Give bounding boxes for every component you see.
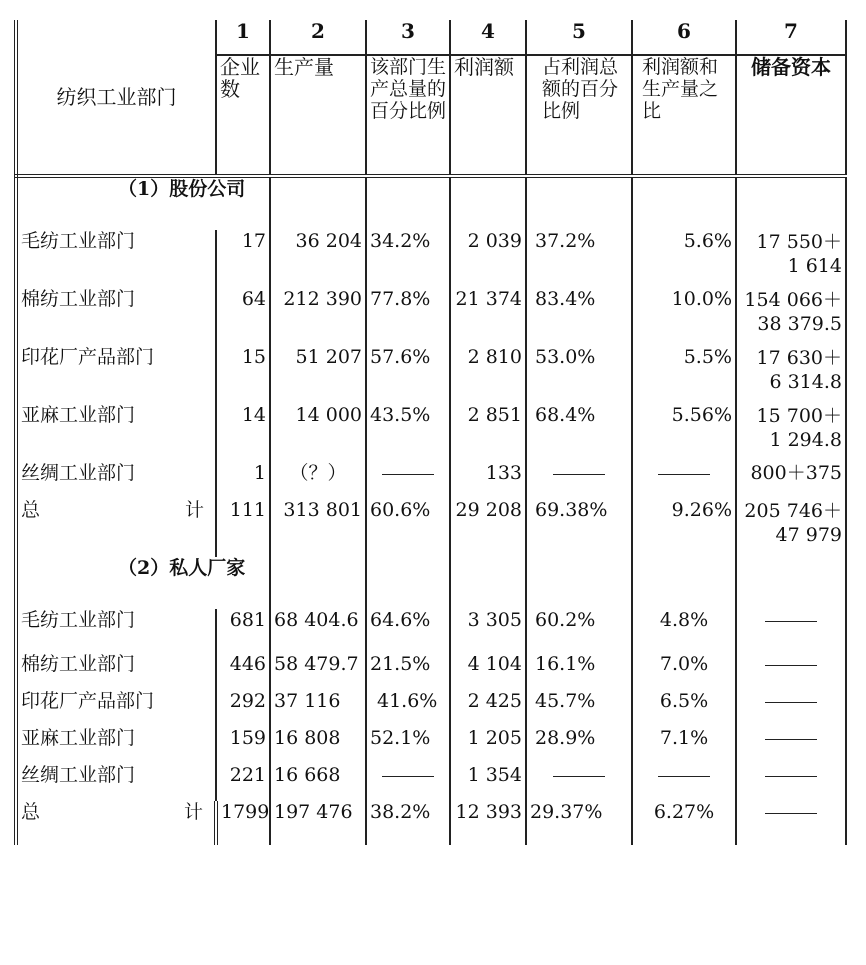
- cell-enterprise-count: 221: [216, 764, 270, 801]
- cell-profit: 3 305: [450, 609, 526, 653]
- col-header-output: 生产量: [274, 55, 334, 79]
- cell-enterprise-count: 1799: [216, 801, 270, 845]
- reserve-part-a: 17 550＋: [756, 231, 842, 253]
- col-number-3: 3: [366, 20, 450, 55]
- cell-profit-share: 68.4%: [526, 404, 632, 462]
- cell-profit-share: 45.7%: [526, 690, 632, 727]
- cell-reserve-capital: [736, 609, 846, 653]
- dash-mark: [765, 702, 817, 703]
- cell-enterprise-count: 446: [216, 653, 270, 690]
- total-label-b: 计: [183, 801, 203, 823]
- col-header-profit: 利润额: [454, 55, 514, 79]
- cell-output-share: 52.1%: [366, 727, 450, 764]
- table-row: [16, 690, 846, 727]
- cell-profit-share: 60.2%: [526, 609, 632, 653]
- cell-enterprise-count: 292: [216, 690, 270, 727]
- cell-profit-share: [526, 764, 632, 801]
- table-row: [16, 462, 846, 499]
- dash-mark: [765, 813, 817, 814]
- cell-profit: 21 374: [450, 288, 526, 346]
- dept-cell: 丝绸工业部门: [16, 764, 216, 801]
- cell-profit: 2 851: [450, 404, 526, 462]
- dash-mark: [765, 776, 817, 777]
- cell-profit: 29 208: [450, 499, 526, 557]
- reserve-part-a: 154 066＋: [744, 289, 842, 311]
- dash-mark: [658, 474, 710, 475]
- dept-cell: 亚麻工业部门: [16, 404, 216, 462]
- table-row: [16, 653, 846, 690]
- table-row-total: [16, 499, 846, 557]
- cell-output-share: [366, 764, 450, 801]
- cell-profit: 12 393: [450, 801, 526, 845]
- table-row-total: [16, 801, 846, 845]
- cell-profit: 2 425: [450, 690, 526, 727]
- cell-reserve-capital: 800＋375: [736, 462, 846, 499]
- dept-header: [16, 20, 216, 174]
- cell-output: 16 668: [270, 764, 366, 801]
- cell-enterprise-count: 14: [216, 404, 270, 462]
- col-number-2: 2: [270, 20, 366, 55]
- reserve-part-b: 6 314.8: [769, 371, 842, 393]
- dash-mark: [765, 665, 817, 666]
- cell-reserve-capital: [736, 727, 846, 764]
- col-header-enterprise-count: 企业数: [220, 55, 260, 101]
- dash-mark: [382, 474, 434, 475]
- cell-output-share: 21.5%: [366, 653, 450, 690]
- dash-mark: [658, 776, 710, 777]
- cell-profit: 1 205: [450, 727, 526, 764]
- dept-cell: 毛纺工业部门: [16, 230, 216, 288]
- cell-profit-output-ratio: 6.5%: [632, 690, 736, 727]
- cell-profit: 1 354: [450, 764, 526, 801]
- cell-profit: 2 039: [450, 230, 526, 288]
- dept-cell-total: [16, 801, 216, 845]
- cell-reserve-capital: [736, 404, 846, 462]
- dash-mark: [765, 621, 817, 622]
- dept-cell: 丝绸工业部门: [16, 462, 216, 499]
- cell-profit-share: 37.2%: [526, 230, 632, 288]
- dept-cell: 棉纺工业部门: [16, 288, 216, 346]
- cell-profit-share: 53.0%: [526, 346, 632, 404]
- table-row: [16, 764, 846, 801]
- cell-profit-output-ratio: 6.27%: [632, 801, 736, 845]
- cell-enterprise-count: 1: [216, 462, 270, 499]
- reserve-part-a: 17 630＋: [756, 347, 842, 369]
- col-number-1: 1: [216, 20, 270, 55]
- cell-reserve-capital: [736, 230, 846, 288]
- cell-output-share: 57.6%: [366, 346, 450, 404]
- cell-enterprise-count: 17: [216, 230, 270, 288]
- col-header-reserve-capital: 储备资本: [751, 55, 831, 79]
- cell-output: 68 404.6: [270, 609, 366, 653]
- cell-reserve-capital: [736, 499, 846, 557]
- col-header-profit-output-ratio: 利润额和生产量之比: [642, 56, 719, 122]
- cell-profit-output-ratio: 7.1%: [632, 727, 736, 764]
- cell-output-share: 41.6%: [366, 690, 450, 727]
- table-row: [16, 288, 846, 346]
- cell-output-share: 34.2%: [366, 230, 450, 288]
- cell-profit-share: 16.1%: [526, 653, 632, 690]
- cell-profit-output-ratio: 9.26%: [632, 499, 736, 557]
- reserve-part-b: 38 379.5: [757, 313, 842, 335]
- col-number-7: 7: [736, 20, 846, 55]
- section-title: （2）私人厂家: [16, 557, 270, 609]
- cell-output: 16 808: [270, 727, 366, 764]
- cell-output: （？）: [270, 462, 366, 499]
- cell-enterprise-count: 111: [216, 499, 270, 557]
- cell-profit-output-ratio: 5.5%: [632, 346, 736, 404]
- col-number-4: 4: [450, 20, 526, 55]
- cell-output: 313 801: [270, 499, 366, 557]
- table-row: [16, 404, 846, 462]
- cell-profit-output-ratio: 10.0%: [632, 288, 736, 346]
- cell-profit-output-ratio: [632, 764, 736, 801]
- cell-output: 51 207: [270, 346, 366, 404]
- table-row: [16, 346, 846, 404]
- reserve-part-b: 1 614: [787, 255, 842, 277]
- textile-industry-table: [14, 20, 847, 845]
- total-label-a: 总: [21, 801, 41, 823]
- cell-profit-share: 83.4%: [526, 288, 632, 346]
- cell-output: 36 204: [270, 230, 366, 288]
- cell-output: 58 479.7: [270, 653, 366, 690]
- cell-enterprise-count: 64: [216, 288, 270, 346]
- cell-reserve-capital: [736, 764, 846, 801]
- dept-cell-total: [16, 499, 216, 557]
- cell-profit-output-ratio: 7.0%: [632, 653, 736, 690]
- cell-output-share: 64.6%: [366, 609, 450, 653]
- cell-reserve-capital: [736, 346, 846, 404]
- cell-profit-share: 28.9%: [526, 727, 632, 764]
- table-row: [16, 230, 846, 288]
- section-header-private: [16, 557, 846, 609]
- cell-profit-output-ratio: 5.6%: [632, 230, 736, 288]
- cell-reserve-capital: [736, 801, 846, 845]
- table-row: [16, 609, 846, 653]
- cell-profit-share: [526, 462, 632, 499]
- dept-cell: 毛纺工业部门: [16, 609, 216, 653]
- cell-profit: 2 810: [450, 346, 526, 404]
- cell-profit-output-ratio: 4.8%: [632, 609, 736, 653]
- cell-profit-share: 29.37%: [526, 801, 632, 845]
- cell-profit: 133: [450, 462, 526, 499]
- section-header-joint-stock: [16, 176, 846, 230]
- cell-reserve-capital: [736, 653, 846, 690]
- cell-enterprise-count: 15: [216, 346, 270, 404]
- dept-cell: 亚麻工业部门: [16, 727, 216, 764]
- cell-output: 212 390: [270, 288, 366, 346]
- cell-enterprise-count: 159: [216, 727, 270, 764]
- cell-output: 37 116: [270, 690, 366, 727]
- cell-output-share: 60.6%: [366, 499, 450, 557]
- cell-output-share: 38.2%: [366, 801, 450, 845]
- cell-output-share: [366, 462, 450, 499]
- cell-output: 14 000: [270, 404, 366, 462]
- col-number-6: 6: [632, 20, 736, 55]
- cell-reserve-capital: [736, 690, 846, 727]
- cell-enterprise-count: 681: [216, 609, 270, 653]
- cell-output: 197 476: [270, 801, 366, 845]
- cell-reserve-capital: [736, 288, 846, 346]
- dash-mark: [553, 474, 605, 475]
- total-label-a: 总: [21, 499, 41, 521]
- cell-profit-output-ratio: 5.56%: [632, 404, 736, 462]
- cell-profit: 4 104: [450, 653, 526, 690]
- dash-mark: [765, 739, 817, 740]
- table-row: [16, 727, 846, 764]
- reserve-part-b: 1 294.8: [769, 429, 842, 451]
- cell-output-share: 43.5%: [366, 404, 450, 462]
- cell-output-share: 77.8%: [366, 288, 450, 346]
- col-header-output-share: 该部门生产总量的百分比例: [370, 56, 447, 122]
- total-label-b: 计: [184, 499, 204, 521]
- section-title: （1）股份公司: [16, 176, 270, 230]
- cell-profit-share: 69.38%: [526, 499, 632, 557]
- dept-header-label: 纺织工业部门: [56, 84, 177, 109]
- cell-profit-output-ratio: [632, 462, 736, 499]
- dash-mark: [382, 776, 434, 777]
- dept-cell: 印花厂产品部门: [16, 690, 216, 727]
- reserve-part-b: 47 979: [775, 524, 842, 546]
- reserve-part-a: 15 700＋: [756, 405, 842, 427]
- dash-mark: [553, 776, 605, 777]
- col-number-5: 5: [526, 20, 632, 55]
- col-header-profit-share: 占利润总额的百分比例: [542, 56, 619, 122]
- column-number-row: [16, 20, 846, 55]
- dept-cell: 棉纺工业部门: [16, 653, 216, 690]
- reserve-part-a: 205 746＋: [744, 500, 842, 522]
- dept-cell: 印花厂产品部门: [16, 346, 216, 404]
